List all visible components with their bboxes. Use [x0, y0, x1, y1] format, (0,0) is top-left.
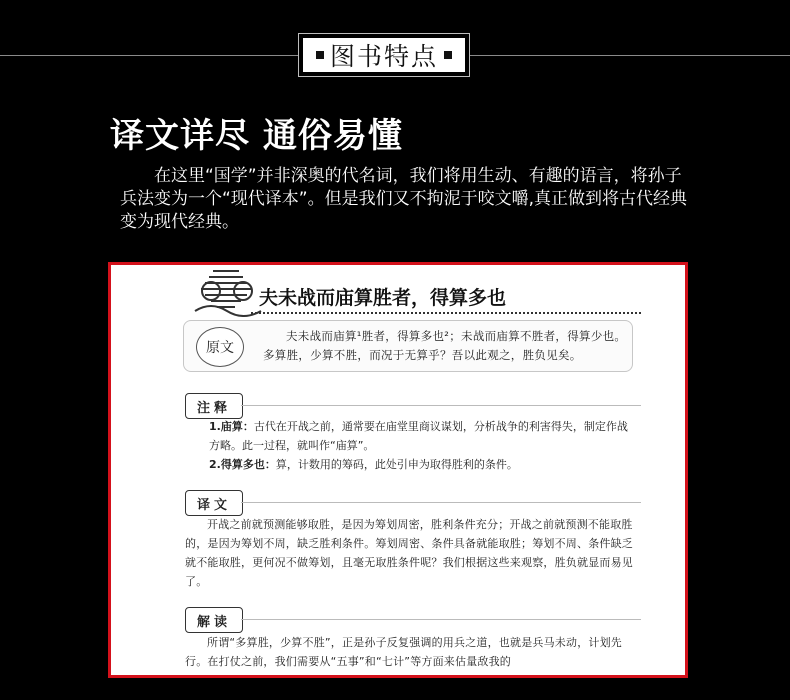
interpretation-label: 解读: [185, 607, 243, 633]
translation-text: 开战之前就预测能够取胜，是因为筹划周密，胜利条件充分；开战之前就预测不能取胜的，是因为筹划不周，缺乏胜利条件。筹划周密、条件具备就能取胜；筹划不周、条件缺乏就不能取胜，更何况不做筹划，且毫无取胜条件呢？我们根据这些来观察，胜负就显而易见了。: [185, 518, 633, 588]
title-dotted-rule: [251, 312, 641, 314]
note-text: 算，计数用的筹码，此处引申为取得胜利的条件。: [275, 458, 518, 471]
note-text: 古代在开战之前，通常要在庙堂里商议谋划，分析战争的利害得失，制定作战方略。此一过程，就叫作“庙算”。: [209, 420, 628, 452]
square-bullet-icon: [444, 51, 452, 59]
original-text: 夫未战而庙算¹胜者，得算多也²；未战而庙算不胜者，得算少也。多算胜，少算不胜，而况于无算乎？吾以此观之，胜负见矣。: [263, 329, 627, 362]
section-header: [298, 33, 470, 77]
original-label: 原文: [196, 327, 244, 367]
note-term: 1.庙算：: [209, 420, 254, 433]
section-header-title: 图书特点: [329, 42, 438, 71]
notes-label: 注释: [185, 393, 243, 419]
book-page-sample: [108, 262, 688, 678]
interpretation-text: 所谓“多算胜，少算不胜”，正是孙子反复强调的用兵之道，也就是兵马未动，计划先行。在打仗之前，我们需要从“五事”和“七计”等方面来估量敌我的: [185, 636, 622, 668]
interpretation-rule: [241, 619, 641, 620]
chapter-title: 夫未战而庙算胜者，得算多也: [259, 287, 507, 309]
header-rule-right: [470, 55, 790, 56]
feature-headline: 译文详尽 通俗易懂: [110, 116, 403, 156]
header-rule-left: [0, 55, 298, 56]
notes-rule: [241, 405, 641, 406]
note-item-2: [209, 455, 635, 474]
translation-rule: [241, 502, 641, 503]
note-term: 2.得算多也：: [209, 458, 276, 471]
feature-intro: 在这里“国学”并非深奥的代名词，我们将用生动、有趣的语言，将孙子兵法变为一个“现代译本”。但是我们又不拘泥于咬文嚼,真正做到将古代经典变为现代经典。: [120, 166, 688, 232]
translation-label: 译文: [185, 490, 243, 516]
square-bullet-icon: [316, 51, 324, 59]
note-item-1: [209, 417, 635, 455]
